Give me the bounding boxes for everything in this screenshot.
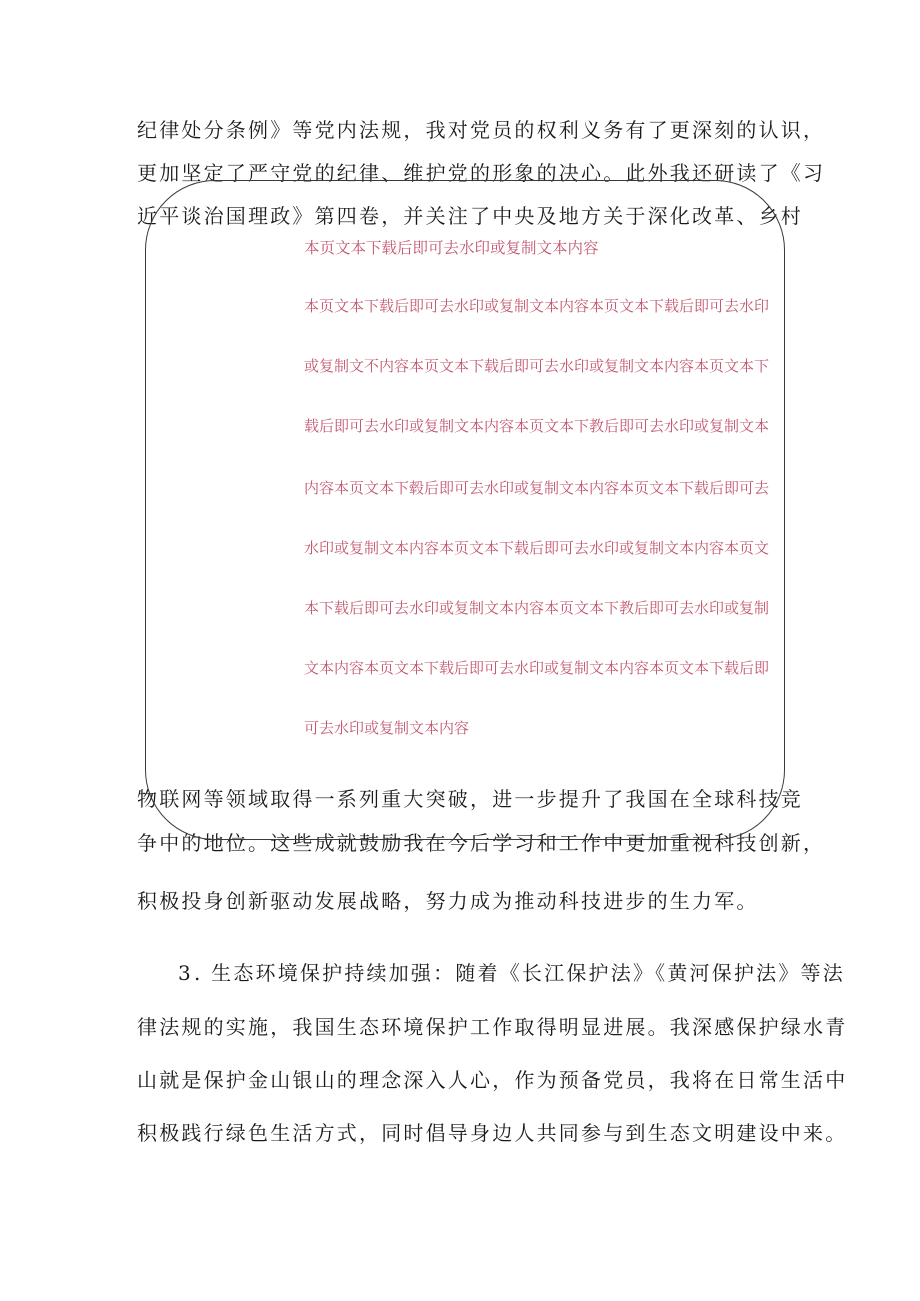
paragraph-line: 物联网等领域取得一系列重大突破，进一步提升了我国在全球科技竞 [137,787,803,811]
paragraph-line: . 生态环境保护持续加强：随着《长江保护法》《黄河保护法》等法 [194,961,845,985]
watermark-line: 载后即可去水印或复制文本内容本页文本下教后即可去水印或复制文本 [304,418,770,435]
watermark-line: 或复制文不内容本页文本下载后即可去水印或复制文本内容本页文本下 [304,358,770,375]
watermark-line: 可去水印或复制文本内容 [304,720,470,737]
paragraph-line: 积极投身创新驱动发展战略，努力成为推动科技进步的生力军。 [137,889,759,913]
watermark-line: 内容本页文本下毂后即可去水印或复制文本内容本页文本下载后即可去 [304,480,770,497]
section-number: 3 [178,961,193,985]
watermark-overlay-panel [146,262,784,770]
watermark-line: 文本内容本页文本下载后即可去水印或复制文本内容本页文本下载后即 [304,660,770,677]
paragraph-line: 山就是保护金山银山的理念深入人心，作为预备党员，我将在日常生活中 [137,1068,848,1092]
paragraph-line: 律法规的实施，我国生态环境保护工作取得明显进展。我深感保护绿水青 [137,1015,848,1039]
paragraph-line: 纪律处分条例》等党内法规，我对党员的权利义务有了更深刻的认识， [137,118,826,142]
watermark-line: 本下载后即可去水印或复制文本内容本页文本下教后即可去水印或复制 [304,600,770,617]
watermark-heading: 本页文本下载后即可去水印或复制文本内容 [304,240,599,257]
paragraph-line: 更加坚定了严守党的纪律、维护党的形象的决心。此外我还研读了《习 [137,161,826,185]
paragraph-line: 争中的地位。这些成就鼓励我在今后学习和工作中更加重视科技创新， [137,831,826,855]
paragraph-line: 积极践行绿色生活方式，同时倡导身边人共同参与到生态文明建设中来。 [137,1121,848,1145]
paragraph-line: 近平谈治国理政》第四卷，并关注了中央及地方关于深化改革、乡村 [137,204,803,228]
watermark-line: 水印或复制文本内容本页文本下载后即可去水印或复制文本内容本页文 [304,540,770,557]
watermark-line: 本页文本下载后即可去水印或复制文本内容本页文本下载后即可去水印 [304,298,770,315]
